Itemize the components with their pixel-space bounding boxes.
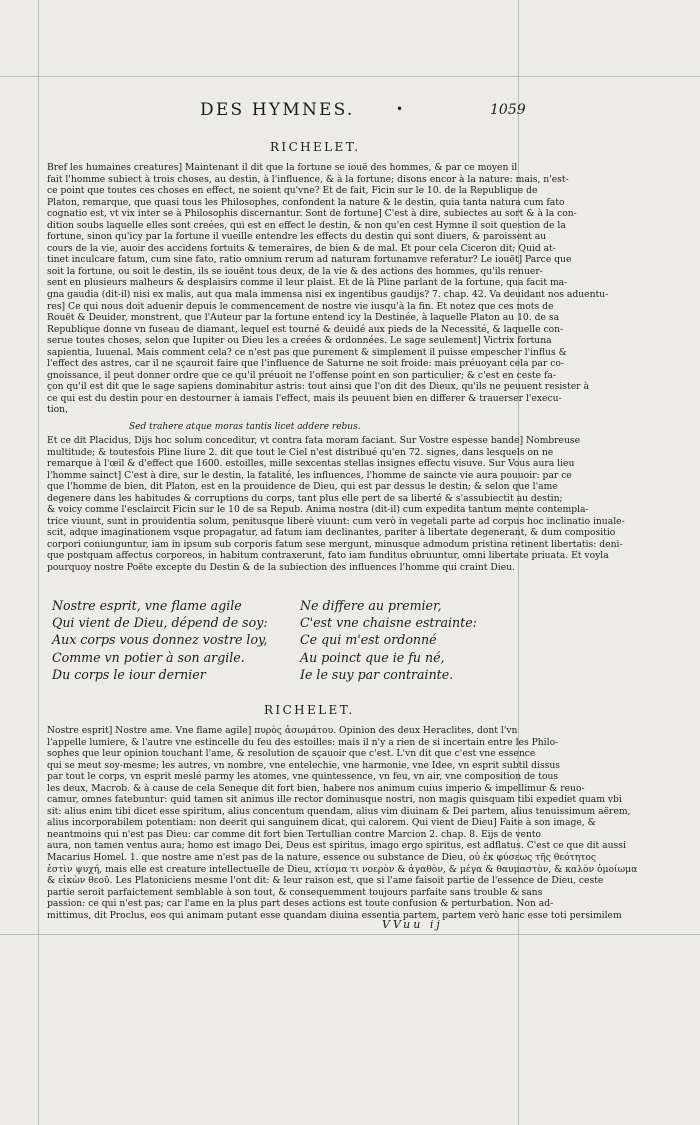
text-line: res] Ce qui nous doit aduenir depuis le commencement de nostre vie iusqu'à la fin. Et notez que ces mots de bbox=[47, 300, 554, 312]
signature-mark: VVuu ij bbox=[382, 918, 443, 931]
text-line: Rouët & Deuider, monstrent, que l'Auteur par la fortune entend icy la Destinée, à laquelle Platon au 10. de sa bbox=[47, 312, 560, 324]
text-line: pourquoy nostre Poëte excepte du Destin & de la subiection des influences l'homme qui craint Dieu. bbox=[47, 562, 515, 574]
commentary-paragraph-2 bbox=[47, 435, 625, 574]
text-line: çon qu'il est dit que le sage sapiens dominabitur astris: tout ainsi que l'on dit des Dieux, qu'ils ne peuuent resister à bbox=[47, 381, 589, 393]
text-line: cognatio est, vt vix inter se à Philosophis discernantur. Sont de fortune] C'est à dire, subiectes au sort & à la con- bbox=[47, 208, 577, 220]
text-line: par tout le corps, vn esprit meslé parmy les atomes, vne quintessence, vn feu, vn air, vne composition de tous bbox=[47, 771, 559, 783]
text-line: partie seroit parfaictement semblable à son tout, & consequemment toujours parfaite sans trouble & sans bbox=[47, 886, 543, 898]
fold-line-top bbox=[0, 76, 700, 77]
text-line: les deux, Macrob. & à cause de cela Seneque dit fort bien, habere nos animum cuius imperio & impellimur & reuo- bbox=[47, 782, 585, 794]
ornament-dot-icon: • bbox=[396, 102, 404, 116]
commentary-paragraph-1 bbox=[47, 162, 609, 416]
text-line: que l'homme de bien, dit Platon, est en la prouidence de Dieu, qui est par dessus le destin; & selon que l'ame bbox=[47, 481, 558, 493]
text-line: sit: alius enim tibi dicet esse spiritum, alius concentum quendam, alius vim diuinam & Dei partem, alius tenuissimum aërem, bbox=[47, 805, 631, 817]
text-line: tinet inculcare fatum, cum sine fato, ratio omnium rerum ad naturam fortunamve referatur? Le iouët] Parce que bbox=[47, 254, 572, 266]
section-heading-2: RICHELET. bbox=[264, 703, 355, 717]
verse-line: Comme vn potier à son argile. bbox=[52, 649, 245, 665]
text-line: tion, bbox=[47, 404, 68, 416]
text-line: ce point que toutes ces choses en effect, ne soient qu'vne? Et de fait, Ficin sur le 10. de la Republique de bbox=[47, 185, 538, 197]
text-line: qui se meut soy-mesme; les autres, vn nombre, vne entelechie, vne harmonie, vne Idee, vn esprit subtil dissus bbox=[47, 759, 561, 771]
text-line: fait l'homme subiect à trois choses, au destin, à l'influence, & à la fortune; disons encor à la nature: mais, n'est- bbox=[47, 173, 569, 185]
text-line: gna gaudia (dit-il) nisi ex malis, aut qua mala immensa nisi ex ingentibus gaudijs? 7. chap. 42. Va deuidant nos aduentu- bbox=[47, 289, 609, 301]
verse-line: Ne differe au premier, bbox=[300, 598, 442, 613]
text-line: sophes que leur opinion touchant l'ame, & resolution de sçauoir que c'est. L'vn dit que c'est vne essence bbox=[47, 748, 536, 760]
text-line: Macarius Homel. 1. que nostre ame n'est pas de la nature, essence ou substance de Dieu, οὐ ἐκ φύσεως τῆς θεότητος bbox=[47, 852, 597, 864]
verse-line: C'est vne chaisne estrainte: bbox=[300, 615, 477, 631]
text-line: & εἰκὼν θεοῦ. Les Platoniciens mesme l'ont dit: & leur raison est, que si l'ame faisoit partie de l'essence de Dieu, ceste bbox=[47, 875, 604, 887]
text-line: aura, non tamen ventus aura; homo est imago Dei, Deus est spiritus, imago ergo spiritus, est adflatus. C'est ce que dit aussi bbox=[47, 840, 626, 852]
text-line: l'effect des astres, car il ne sçauroit faire que l'influence de Saturne ne soit froide: mais préuoyant cela par co- bbox=[47, 358, 564, 370]
text-line: & voicy comme l'esclaircit Ficin sur le 10 de sa Repub. Anima nostra (dit-il) cum expedita tantum mente contempla- bbox=[47, 504, 589, 516]
verse-line: Ce qui m'est ordonné bbox=[300, 632, 437, 648]
text-line: l'homme sainct] C'est à dire, sur le destin, la fatalité, les influences, l'homme de saincte vie aura pouuoir: par ce bbox=[47, 469, 572, 481]
text-line: dition soubs laquelle elles sont creées, qui est en effect le destin, & non qu'en cest Hymne il soit question de la bbox=[47, 219, 566, 231]
text-line: que postquam affectus corporeos, in habitum contraxerunt, fato iam funditus obruuntur, omni libertate priuata. Et voyla bbox=[47, 550, 609, 562]
verse-line: Du corps le iour dernier bbox=[52, 666, 206, 682]
text-line: sapientia, Iuuenal. Mais comment cela? ce n'est pas que purement & simplement il puisse empescher l'influs & bbox=[47, 346, 567, 358]
text-line: alius incorporabilem potentiam: non deerit qui sanguinem dicat, qui calorem. Qui vient de Dieu] Faite à son image, & bbox=[47, 817, 596, 829]
verse-line: Qui vient de Dieu, dépend de soy: bbox=[52, 615, 268, 631]
commentary-paragraph-3 bbox=[47, 725, 638, 921]
verse-line: Au poinct que ie fu né, bbox=[300, 649, 445, 665]
latin-quotation: Sed trahere atque moras tantis licet addere rebus. bbox=[129, 422, 361, 432]
text-line: Et ce dit Placidus, Dijs hoc solum conceditur, vt contra fata moram faciant. Sur Vostre espesse bande] Nombreuse bbox=[47, 435, 581, 446]
running-head bbox=[0, 98, 700, 124]
text-line: multitude; & toutesfois Pline liure 2. dit que tout le Ciel n'est distribué qu'en 72. signes, dans lesquels on ne bbox=[47, 446, 554, 458]
text-line: remarque à l'œil & d'effect que 1600. estoilles, mille sexcentas stellas insignes effectu visuve. Sur Vous aura lieu bbox=[47, 458, 575, 470]
verse-stanza-left bbox=[52, 597, 268, 683]
text-line: sent en plusieurs malheurs & desplaisirs comme il leur plaist. Et de là Pline parlant de la fortune, qua facit ma- bbox=[47, 277, 568, 289]
text-line: ce qui est du destin pour en destourner à iamais l'effect, mais ils peuuent bien en differer & trauerser l'execu- bbox=[47, 392, 562, 404]
verse-line: Nostre esprit, vne flame agile bbox=[52, 598, 242, 613]
text-line: l'appelle lumiere, & l'autre vne estincelle du feu des estoilles: mais il n'y a rien de si incertain entre les Philo- bbox=[47, 736, 559, 748]
fold-line-bottom bbox=[0, 934, 700, 935]
text-line: mittimus, dit Proclus, eos qui animam putant esse quandam diuina essentia partem, partem verò hanc esse toti persimilem bbox=[47, 909, 622, 921]
page-number: 1059 bbox=[490, 102, 526, 118]
text-line: Bref les humaines creatures] Maintenant il dit que la fortune se iouë des hommes, & par ce moyen il bbox=[47, 162, 518, 173]
text-line: degenere dans les habitudes & corruptions du corps, tant plus elle pert de sa liberté & s'assubiectit au destin; bbox=[47, 492, 563, 504]
text-line: gnoissance, il peut donner ordre que ce qu'il préuoit ne l'offense point en son particulier; & c'est en ceste fa- bbox=[47, 369, 556, 381]
text-line: soit la fortune, ou soit le destin, ils se iouënt tous deux, de la vie & des actions des hommes, qu'ils renuer- bbox=[47, 265, 543, 277]
verse-line: Ie le suy par contrainte. bbox=[300, 666, 454, 682]
text-line: serue toutes choses, selon que Iupiter ou Dieu les a creées & ordonnées. Le sage seulement] Victrix fortuna bbox=[47, 335, 552, 347]
text-line: scit, adque imaginationem vsque propagatur, ad fatum iam declinantes, pariter à libertate degenerant, & dum compositio bbox=[47, 527, 616, 539]
running-head-title: DES HYMNES. bbox=[200, 100, 355, 120]
text-line: camur, omnes fatebuntur: quid tamen sit animus ille rector dominusque nostri, non magis quisquam tibi expediet quam vbi bbox=[47, 794, 622, 806]
text-line: passion: ce qui n'est pas; car l'ame en la plus part deses actions est toute confusion & perturbation. Non ad- bbox=[47, 898, 554, 910]
text-line: cours de la vie, auoir des accidens fortuits & temeraires, de bien & de mal. Et pour cela Ciceron dit; Quid at- bbox=[47, 242, 556, 254]
text-line: corpori coniunguntur, iam in ipsum sub corporis fatum sese mergunt, minusque admodum pristina retinent libertatis: deni- bbox=[47, 538, 623, 550]
text-line: fortune, sinon qu'icy par la fortune il vueille entendre les effects du destin qui sont diuers, & paroissent au bbox=[47, 231, 547, 243]
text-line: neantmoins qui n'est pas Dieu: car comme dit fort bien Tertullian contre Marcion 2. chap. 8. Eijs de vento bbox=[47, 828, 542, 840]
verse-stanza-right bbox=[300, 597, 477, 683]
margin-line-left bbox=[38, 0, 39, 1125]
text-line: trice viuunt, sunt in prouidentia solum, penitusque liberè viuunt: cum verò in vegetali parte ad corpus hoc inclinatio inuale- bbox=[47, 515, 625, 527]
text-line: Nostre esprit] Nostre ame. Vne flame agile] πυρὸς ἀσωμάτου. Opinion des deux Heraclites, dont l'vn bbox=[47, 725, 518, 736]
text-line: Platon, remarque, que quasi tous les Philosophes, confondent la nature & le destin, quia tanta natura cum fato bbox=[47, 196, 565, 208]
text-line: ἐστὶν ψυχή, mais elle est creature intellectuelle de Dieu, κτίσμα τι νοερὸν & ἀγαθὸν, & μέγα & θαυμαστὸν, & καλὸν ὁμοίωμα bbox=[47, 863, 638, 875]
text-line: Republique donne vn fuseau de diamant, lequel est tourné & deuidé aux pieds de la Necessité, & laquelle con- bbox=[47, 323, 564, 335]
section-heading-1: RICHELET. bbox=[270, 140, 361, 154]
verse-line: Aux corps vous donnez vostre loy, bbox=[52, 632, 268, 648]
